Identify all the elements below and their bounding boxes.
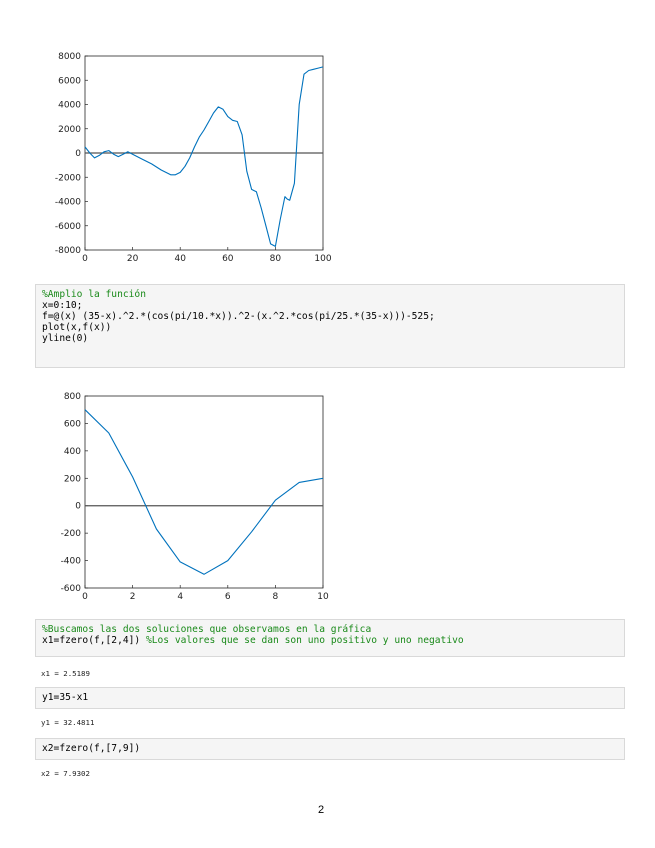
code-comment: %Amplio la función <box>42 289 146 300</box>
y-tick-label: 600 <box>63 419 81 430</box>
code-line: x=0:10; <box>42 300 83 311</box>
output-x2: x2 = 7.9302 <box>41 769 90 778</box>
code-line: yline(0) <box>42 333 89 344</box>
y-tick-label: 2000 <box>58 124 81 135</box>
y-tick-label: 800 <box>63 392 81 402</box>
x-tick-label: 40 <box>174 254 186 264</box>
x-tick-label: 10 <box>317 592 329 602</box>
y-tick-label: 200 <box>63 474 81 485</box>
x-tick-label: 4 <box>177 592 184 602</box>
y-tick-label: 0 <box>75 501 81 512</box>
code-cell-function[interactable] <box>35 284 625 368</box>
y-tick-label: 8000 <box>58 52 81 62</box>
output-x1: x1 = 2.5189 <box>41 669 90 678</box>
x-tick-label: 80 <box>269 254 282 264</box>
y-tick-label: -2000 <box>54 173 81 184</box>
x-tick-label: 2 <box>129 592 136 602</box>
line-chart-1 <box>40 48 340 268</box>
code-cell-fzero-x2[interactable] <box>35 738 625 760</box>
y-tick-label: -600 <box>60 584 81 594</box>
x-tick-label: 100 <box>314 254 332 264</box>
x-tick-label: 60 <box>222 254 234 264</box>
code-line: y1=35-x1 <box>42 692 89 703</box>
y-tick-label: 6000 <box>58 76 81 87</box>
code-cell-fzero-x1[interactable] <box>35 619 625 657</box>
y-tick-label: -8000 <box>54 246 81 256</box>
plot-area <box>85 396 323 588</box>
code-line: x2=fzero(f,[7,9]) <box>42 743 141 754</box>
output-y1: y1 = 32.4811 <box>41 718 95 727</box>
y-tick-label: -4000 <box>54 197 81 208</box>
y-tick-label: -200 <box>60 529 81 540</box>
y-tick-label: 400 <box>63 446 81 457</box>
code-comment: %Buscamos las dos soluciones que observamos en la gráfica <box>42 624 372 635</box>
y-tick-label: -400 <box>60 556 81 567</box>
code-line: f=@(x) (35-x).^2.*(cos(pi/10.*x)).^2-(x.^2.*cos(pi/25.*(35-x)))-525; <box>42 311 435 322</box>
code-line: x1=fzero(f,[2,4]) <box>42 635 141 646</box>
x-tick-label: 6 <box>224 592 231 602</box>
code-cell-y1[interactable] <box>35 687 625 709</box>
x-tick-label: 20 <box>126 254 139 264</box>
line-chart-2 <box>40 388 340 606</box>
y-tick-label: -6000 <box>54 221 81 232</box>
y-tick-label: 4000 <box>58 100 81 111</box>
x-tick-label: 8 <box>272 592 279 602</box>
page-number: 2 <box>318 804 325 816</box>
x-tick-label: 0 <box>82 254 88 264</box>
x-tick-label: 0 <box>82 592 88 602</box>
code-inline-comment: %Los valores que se dan son uno positivo y uno negativo <box>145 635 464 646</box>
code-line: plot(x,f(x)) <box>42 322 112 333</box>
y-tick-label: 0 <box>75 149 81 159</box>
